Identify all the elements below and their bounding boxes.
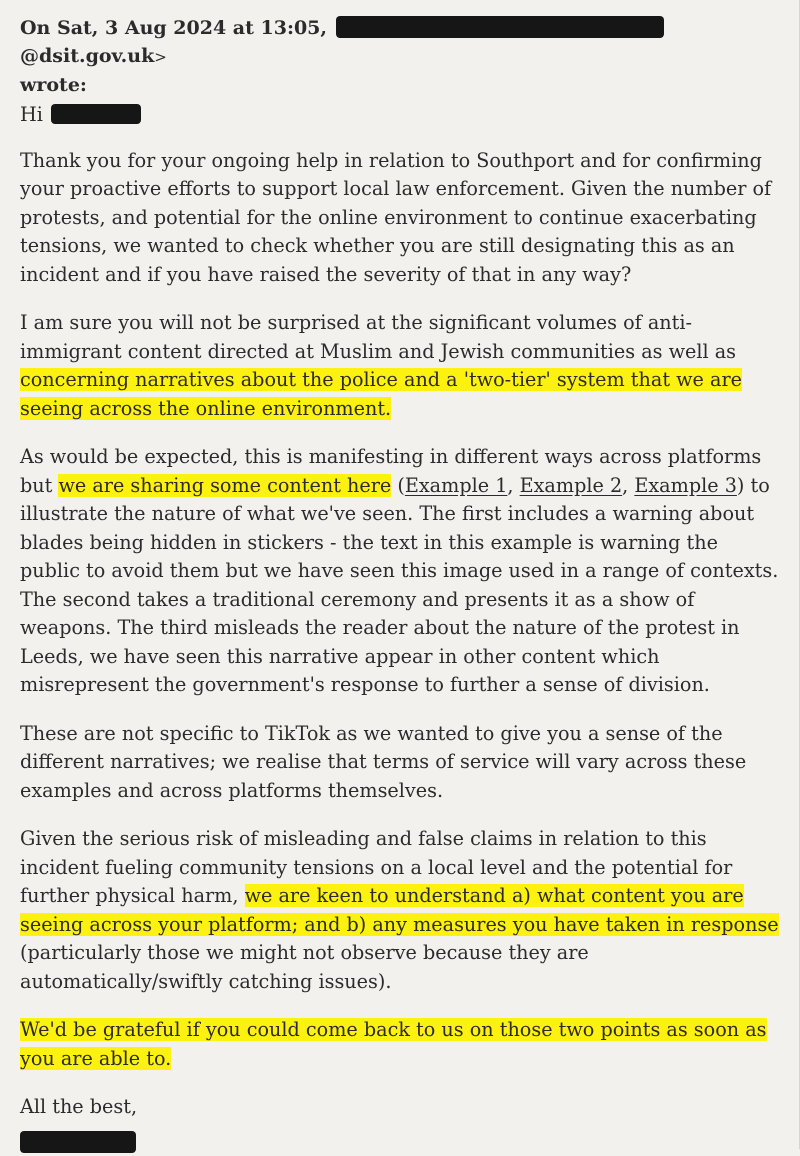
- greeting: [20, 101, 779, 130]
- link-separator-1: ,: [507, 473, 520, 497]
- closing-line: All the best,: [20, 1095, 138, 1118]
- paren-open: (: [391, 473, 405, 497]
- example-3-link[interactable]: Example 3: [634, 473, 737, 497]
- example-2-link[interactable]: Example 2: [519, 473, 623, 497]
- link-separator-2: ,: [622, 473, 635, 497]
- paragraph-4: These are not specific to TikTok as we wanted to give you a sense of the different narratives; we realise that terms of service will vary across these examples and across platforms themselves.: [20, 721, 747, 802]
- paragraph-2: [20, 309, 779, 423]
- paragraph-5: [20, 825, 779, 996]
- highlight-come-back-request: We'd be grateful if you could come back to us on those two points as soon as you are able to.: [20, 1018, 767, 1070]
- redacted-recipient-name: [51, 104, 141, 124]
- sender-domain: @dsit.gov.uk: [20, 45, 155, 67]
- header-date-text: On Sat, 3 Aug 2024 at 13:05,: [20, 17, 328, 39]
- paragraph-3-text-a: As would be expected, this is manifesting in different ways across platforms but: [20, 445, 762, 497]
- paragraph-2-text: I am sure you will not be surprised at the significant volumes of anti-immigrant content directed at Muslim and Jewish communities as well as: [20, 311, 737, 363]
- paragraph-6: [20, 1016, 779, 1073]
- paragraph-5-text-b: (particularly those we might not observe because they are automatically/swiftly catching issues).: [20, 941, 589, 993]
- quoted-email-header: [20, 14, 779, 99]
- signature: [20, 1128, 779, 1156]
- paragraph-5-text-a: Given the serious risk of misleading and false claims in relation to this incident fueling community tensions on a local level and the potential for further physical harm,: [20, 827, 733, 907]
- highlight-sharing-content: we are sharing some content here: [58, 473, 392, 497]
- paragraph-1: Thank you for your ongoing help in relation to Southport and for confirming your proactive efforts to support local law enforcement. Given the number of protests, and potential for the online environment to continue exacerbating tensions, we wanted to check whether you are still designating this as an incident and if you have raised the severity of that in any way?: [20, 148, 772, 286]
- example-1-link[interactable]: Example 1: [404, 473, 508, 497]
- paragraph-3-text-b: ) to illustrate the nature of what we've seen. The first includes a warning about blades being hidden in stickers - the text in this example is warning the public to avoid them but we have seen this image used in a range of contexts. The second takes a traditional ceremony and presents it as a show of weapons. The third misleads the reader about the nature of the protest in Leeds, we have seen this narrative appear in other content which misrepresent the government's response to further a sense of division.: [20, 473, 779, 696]
- redacted-sender-name: [336, 16, 664, 38]
- header-wrote: wrote:: [20, 74, 87, 96]
- highlight-two-tier-narratives: concerning narratives about the police and a 'two-tier' system that we are seeing across the online environment.: [20, 368, 742, 420]
- paragraph-3: [20, 443, 779, 700]
- redacted-signature: [20, 1131, 136, 1153]
- greeting-text: Hi: [20, 103, 43, 126]
- header-caret: >: [154, 48, 167, 66]
- highlight-keen-to-understand: we are keen to understand a) what content you are seeing across your platform; and b) any measures you have taken in response: [20, 884, 779, 936]
